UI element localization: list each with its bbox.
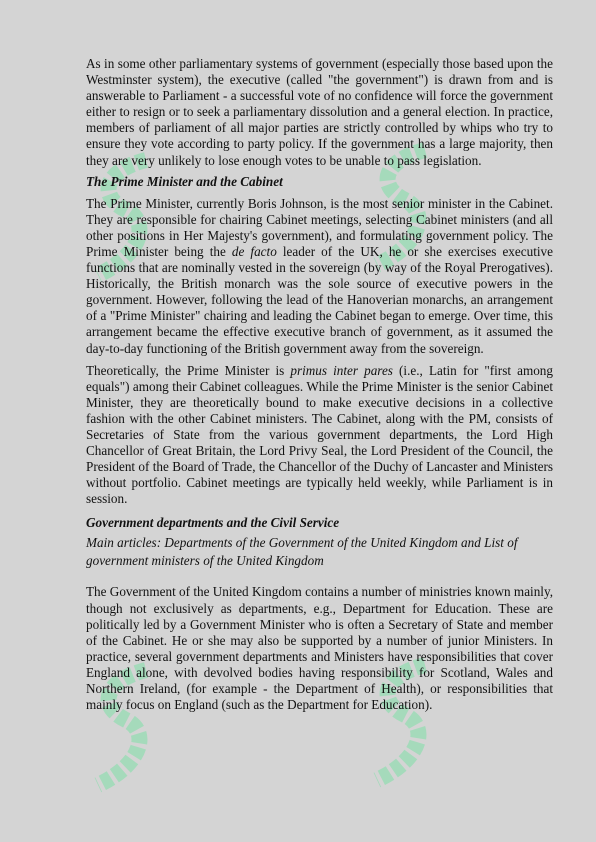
paragraph-prime-minister-part-2: leader of the UK, he or she exercises executive functions that are nominally vested in the sovereign (by way of the Royal Prerogatives). Historically, the British monarch was the sole source of executive powers in the government. However, following the lead of the Hanoverian monarchs, an arrangement of a "Prime Minister" chairing and leading the Cabinet began to emerge. Over time, this arrangement became the effective executive branch of government, as it assumed the day-to-day functioning of the British government away from the sovereign.	[86, 243, 553, 356]
term-de-facto: de facto	[231, 243, 277, 259]
heading-government-departments: Government departments and the Civil Service	[86, 515, 340, 531]
paragraph-primus-part-2: (i.e., Latin for "first among equals") among their Cabinet colleagues. While the Prime Minister is the senior Cabinet Minister, they are theoretically bound to make executive decisions in a collective fashion with the other Cabinet ministers. The Cabinet, along with the PM, consists of Secretaries of State from the various government departments, the Lord High Chancellor of Great Britain, the Lord Privy Seal, the Lord President of the Council, the President of the Board of Trade, the Chancellor of the Duchy of Lancaster and Ministers without portfolio. Cabinet meetings are typically held weekly, while Parliament is in session.	[86, 362, 553, 507]
paragraph-parliamentary-systems: As in some other parliamentary systems of government (especially those based upon the Westminster system), the executive (called "the government") is drawn from and is answerable to Parliament - a successful vote of no confidence will force the government either to resign or to seek a parliamentary dissolution and a general election. In practice, members of parliament of all major parties are strictly controlled by whips who try to ensure they vote according to party policy. If the government has a large majority, then they are very unlikely to lose enough votes to be unable to pass legislation.	[86, 56, 553, 168]
paragraph-prime-minister-part-1: The Prime Minister, currently Boris Johnson, is the most senior minister in the Cabinet. They are responsible for chairing Cabinet meetings, selecting Cabinet ministers (and all other positions in Her Majesty's government), and formulating government policy. The Prime Minister being the	[86, 195, 553, 259]
paragraph-primus-inter-pares	[86, 363, 553, 508]
term-primus-inter-pares: primus inter pares	[290, 362, 393, 378]
heading-prime-minister-cabinet: The Prime Minister and the Cabinet	[86, 173, 283, 189]
paragraph-prime-minister	[86, 196, 553, 357]
main-articles-note: Main articles: Departments of the Government of the United Kingdom and List of government ministers of the United Kingdom	[86, 535, 518, 569]
paragraph-government-ministries: The Government of the United Kingdom contains a number of ministries known mainly, though not exclusively as departments, e.g., Department for Education. These are politically led by a Government Minister who is often a Secretary of State and member of the Cabinet. He or she may also be supported by a number of junior Ministers. In practice, several government departments and Ministers have responsibilities that cover England alone, with devolved bodies having responsibility for Scotland, Wales and Northern Ireland, (for example - the Department of Health), or responsibilities that mainly focus on England (such as the Department for Education).	[86, 584, 553, 713]
paragraph-primus-part-1: Theoretically, the Prime Minister is	[86, 362, 291, 378]
document-body	[86, 56, 553, 713]
